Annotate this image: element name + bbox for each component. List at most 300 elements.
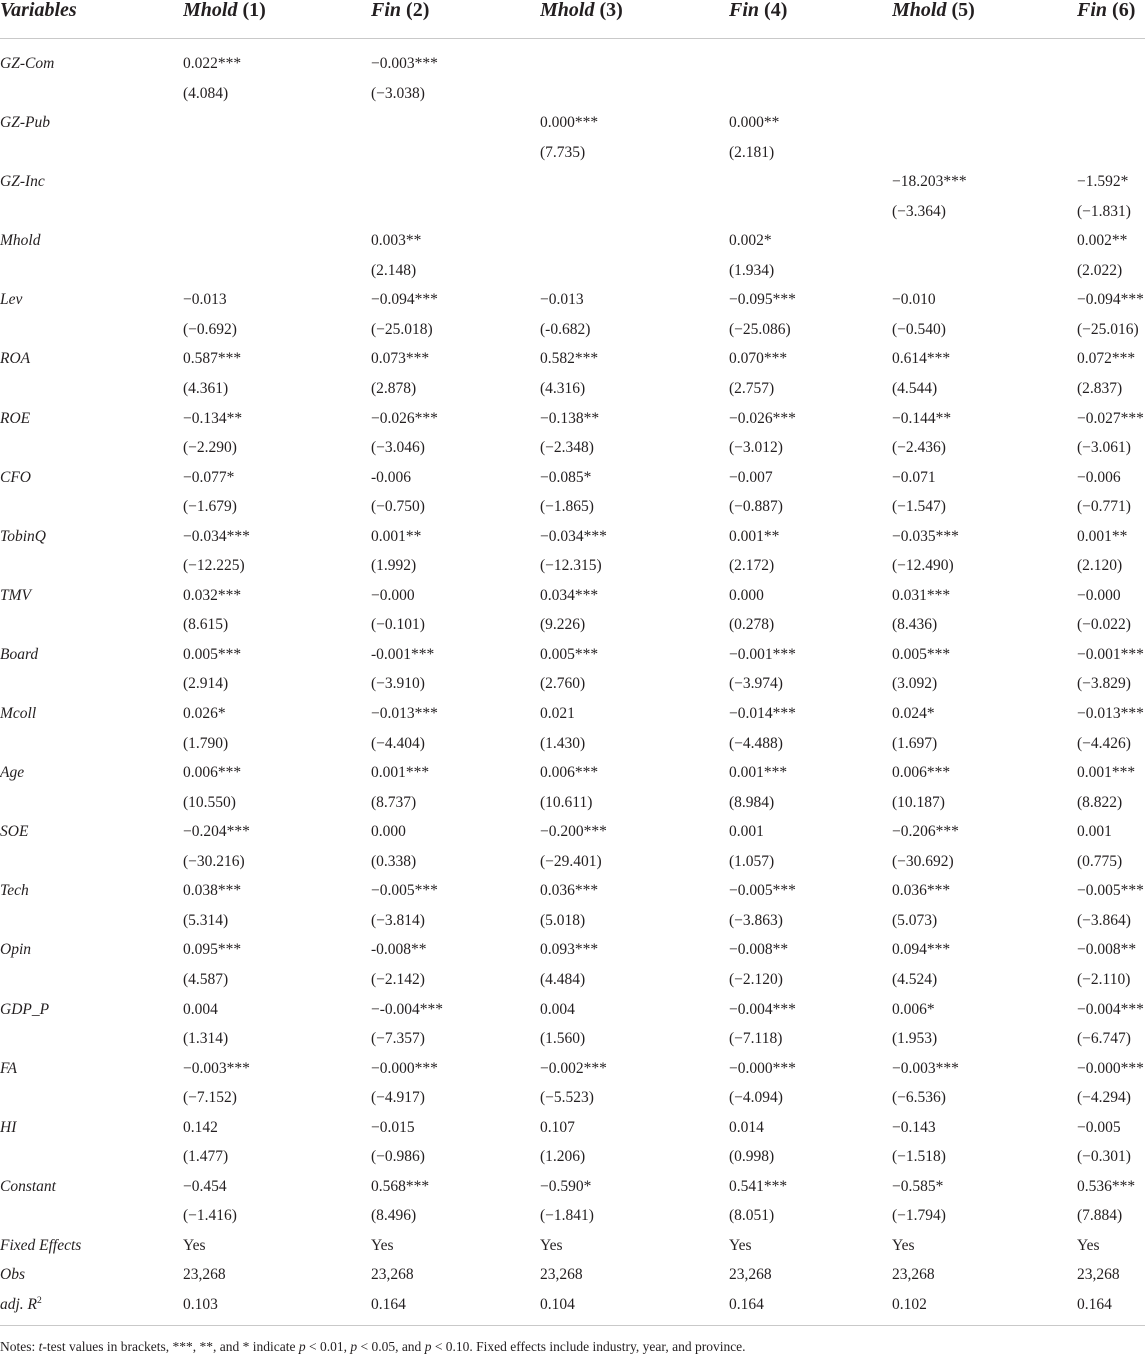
coefficient-cell: 0.072*** xyxy=(1077,350,1136,368)
coefficient-cell: 0.614*** xyxy=(892,350,951,368)
empty-cell xyxy=(540,226,729,256)
t-statistic-cell: (-0.682) xyxy=(540,320,591,338)
t-statistic-cell: (4.587) xyxy=(183,970,229,988)
column-header-name: Mhold xyxy=(540,0,595,21)
t-statistic-cell: (−7.152) xyxy=(183,1089,237,1107)
coefficient-cell: −0.034*** xyxy=(540,527,607,545)
variable-name: TobinQ xyxy=(0,527,46,545)
coefficient-cell: 0.000 xyxy=(729,586,764,604)
variables-column-header: Variables xyxy=(0,0,77,21)
empty-cell xyxy=(0,965,183,995)
t-statistic-cell: (2.181) xyxy=(729,143,775,161)
coefficient-row xyxy=(0,344,1145,374)
coefficient-cell: −0.026*** xyxy=(371,409,438,427)
coefficient-cell: 0.006*** xyxy=(892,764,951,782)
coefficient-cell: 0.032*** xyxy=(183,586,242,604)
t-statistic-row xyxy=(0,1142,1145,1172)
variable-name: FA xyxy=(0,1059,17,1077)
model-column-header xyxy=(183,0,371,21)
t-statistic-cell: (−0.771) xyxy=(1077,498,1131,516)
empty-cell xyxy=(183,108,371,138)
empty-cell xyxy=(540,167,729,197)
t-statistic-row xyxy=(0,138,1145,168)
coefficient-cell: −0.002*** xyxy=(540,1059,607,1077)
t-statistic-cell: (1.934) xyxy=(729,261,775,279)
coefficient-cell: 0.006* xyxy=(892,1000,935,1018)
t-statistic-cell: (0.775) xyxy=(1077,852,1123,870)
coefficient-cell: 0.036*** xyxy=(892,882,951,900)
variable-name: Opin xyxy=(0,941,31,959)
t-statistic-cell: (5.314) xyxy=(183,911,229,929)
empty-cell xyxy=(0,315,183,345)
empty-cell xyxy=(183,138,371,168)
t-statistic-cell: (−7.357) xyxy=(371,1030,425,1048)
t-statistic-cell: (−2.290) xyxy=(183,439,237,457)
t-statistic-cell: (−3.864) xyxy=(1077,911,1131,929)
t-statistic-cell: (−2.120) xyxy=(729,970,783,988)
coefficient-row xyxy=(0,1172,1145,1202)
empty-cell xyxy=(0,1142,183,1172)
coefficient-cell: 0.002* xyxy=(729,232,772,250)
summary-value: 23,268 xyxy=(729,1266,772,1284)
t-statistic-cell: (1.430) xyxy=(540,734,586,752)
empty-cell xyxy=(371,197,540,227)
notes-italic-t: t xyxy=(38,1338,43,1354)
empty-cell xyxy=(0,551,183,581)
column-header-number: (1) xyxy=(242,0,266,21)
summary-value: Yes xyxy=(183,1236,206,1254)
t-statistic-row xyxy=(0,610,1145,640)
t-statistic-cell: (−3.061) xyxy=(1077,439,1131,457)
column-header-number: (6) xyxy=(1112,0,1136,21)
t-statistic-cell: (−4.294) xyxy=(1077,1089,1131,1107)
t-statistic-cell: (−30.216) xyxy=(183,852,245,870)
coefficient-cell: −0.144** xyxy=(892,409,952,427)
t-statistic-cell: (1.477) xyxy=(183,1148,229,1166)
t-statistic-cell: (−6.747) xyxy=(1077,1030,1131,1048)
coefficient-cell: 0.536*** xyxy=(1077,1177,1136,1195)
t-statistic-cell: (7.735) xyxy=(540,143,586,161)
coefficient-cell: 0.587*** xyxy=(183,350,242,368)
t-statistic-row xyxy=(0,669,1145,699)
coefficient-cell: −0.000 xyxy=(1077,586,1121,604)
coefficient-cell: -0.001*** xyxy=(371,645,435,663)
summary-label xyxy=(0,1260,183,1290)
model-column-header xyxy=(892,0,1077,21)
summary-value: 23,268 xyxy=(1077,1266,1120,1284)
empty-cell xyxy=(892,49,1077,79)
variable-name: Mhold xyxy=(0,232,41,250)
model-column-header xyxy=(1077,0,1145,21)
empty-cell xyxy=(371,108,540,138)
t-statistic-cell: (8.737) xyxy=(371,793,417,811)
table-notes xyxy=(0,1326,1145,1355)
summary-value: 0.164 xyxy=(371,1295,406,1313)
t-statistic-cell: (−2.110) xyxy=(1077,970,1131,988)
variable-name: TMV xyxy=(0,586,31,604)
coefficient-cell: 0.070*** xyxy=(729,350,788,368)
t-statistic-cell: (−3.910) xyxy=(371,675,425,693)
variable-name: Lev xyxy=(0,291,23,309)
variable-name: CFO xyxy=(0,468,31,486)
empty-cell xyxy=(540,79,729,109)
t-statistic-row xyxy=(0,374,1145,404)
empty-cell xyxy=(1077,108,1145,138)
coefficient-row xyxy=(0,49,1145,79)
t-statistic-row xyxy=(0,965,1145,995)
t-statistic-cell: (2.757) xyxy=(729,380,775,398)
t-statistic-cell: (−1.831) xyxy=(1077,202,1131,220)
t-statistic-cell: (−3.829) xyxy=(1077,675,1131,693)
empty-cell xyxy=(183,197,371,227)
coefficient-cell: 0.021 xyxy=(540,705,575,723)
coefficient-row xyxy=(0,522,1145,552)
t-statistic-cell: (0.338) xyxy=(371,852,417,870)
coefficient-cell: 0.001*** xyxy=(1077,764,1136,782)
coefficient-cell: −0.014*** xyxy=(729,705,796,723)
coefficient-row xyxy=(0,581,1145,611)
coefficient-cell: −0.071 xyxy=(892,468,936,486)
coefficient-cell: 0.036*** xyxy=(540,882,599,900)
coefficient-cell: 0.001** xyxy=(729,527,780,545)
summary-value: Yes xyxy=(540,1236,563,1254)
t-statistic-cell: (−1.841) xyxy=(540,1207,594,1225)
empty-cell xyxy=(540,49,729,79)
t-statistic-cell: (1.790) xyxy=(183,734,229,752)
t-statistic-cell: (1.314) xyxy=(183,1030,229,1048)
t-statistic-cell: (2.172) xyxy=(729,557,775,575)
coefficient-row xyxy=(0,1054,1145,1084)
variable-name: GZ-Pub xyxy=(0,114,50,132)
column-header-number: (3) xyxy=(599,0,623,21)
t-statistic-cell: (−25.018) xyxy=(371,320,433,338)
summary-row xyxy=(0,1290,1145,1320)
empty-cell xyxy=(183,256,371,286)
empty-cell xyxy=(183,167,371,197)
column-header-name: Mhold xyxy=(892,0,947,21)
coefficient-cell: −0.008** xyxy=(1077,941,1137,959)
t-statistic-row xyxy=(0,79,1145,109)
coefficient-row xyxy=(0,699,1145,729)
coefficient-cell: 0.000 xyxy=(371,823,406,841)
summary-label-text: Fixed Effects xyxy=(0,1236,82,1254)
t-statistic-cell: (2.760) xyxy=(540,675,586,693)
coefficient-row xyxy=(0,404,1145,434)
coefficient-cell: −0.085* xyxy=(540,468,592,486)
t-statistic-row xyxy=(0,1201,1145,1231)
variable-name: ROE xyxy=(0,409,31,427)
variable-name: ROA xyxy=(0,350,31,368)
coefficient-row xyxy=(0,995,1145,1025)
coefficient-cell: −0.094*** xyxy=(1077,291,1144,309)
coefficient-cell: −0.000*** xyxy=(371,1059,438,1077)
coefficient-cell: 0.026* xyxy=(183,705,226,723)
empty-cell xyxy=(0,79,183,109)
t-statistic-cell: (−1.518) xyxy=(892,1148,946,1166)
t-statistic-cell: (−4.426) xyxy=(1077,734,1131,752)
summary-label-text: Obs xyxy=(0,1266,25,1284)
summary-value: Yes xyxy=(892,1236,915,1254)
coefficient-cell: −-0.004*** xyxy=(371,1000,444,1018)
t-statistic-cell: (−3.814) xyxy=(371,911,425,929)
empty-cell xyxy=(0,433,183,463)
coefficient-cell: −0.094*** xyxy=(371,291,438,309)
superscript: 2 xyxy=(37,1294,42,1306)
coefficient-cell: 0.005*** xyxy=(540,645,599,663)
coefficient-row xyxy=(0,285,1145,315)
coefficient-cell: -0.006 xyxy=(371,468,412,486)
t-statistic-cell: (2.837) xyxy=(1077,380,1123,398)
t-statistic-cell: (−1.547) xyxy=(892,498,946,516)
t-statistic-cell: (2.878) xyxy=(371,380,417,398)
variable-name: Mcoll xyxy=(0,705,37,723)
coefficient-cell: −0.006 xyxy=(1077,468,1121,486)
empty-cell xyxy=(0,847,183,877)
t-statistic-cell: (−1.865) xyxy=(540,498,594,516)
coefficient-cell: 0.005*** xyxy=(183,645,242,663)
t-statistic-cell: (−3.863) xyxy=(729,911,783,929)
t-statistic-cell: (1.953) xyxy=(892,1030,938,1048)
t-statistic-cell: (8.436) xyxy=(892,616,938,634)
t-statistic-cell: (−1.794) xyxy=(892,1207,946,1225)
t-statistic-row xyxy=(0,315,1145,345)
t-statistic-cell: (2.148) xyxy=(371,261,417,279)
coefficient-cell: 0.000** xyxy=(729,114,780,132)
notes-italic-p: p xyxy=(424,1338,432,1354)
t-statistic-cell: (−29.401) xyxy=(540,852,602,870)
coefficient-cell: 0.038*** xyxy=(183,882,242,900)
t-statistic-cell: (−2.142) xyxy=(371,970,425,988)
coefficient-row xyxy=(0,876,1145,906)
coefficient-cell: 0.107 xyxy=(540,1118,575,1136)
t-statistic-row xyxy=(0,197,1145,227)
t-statistic-row xyxy=(0,1083,1145,1113)
column-header-number: (5) xyxy=(951,0,975,21)
summary-value: 23,268 xyxy=(183,1266,226,1284)
coefficient-cell: 0.006*** xyxy=(183,764,242,782)
empty-cell xyxy=(540,197,729,227)
notes-text: < 0.01, xyxy=(305,1338,351,1354)
t-statistic-cell: (−6.536) xyxy=(892,1089,946,1107)
empty-cell xyxy=(0,138,183,168)
t-statistic-cell: (−3.974) xyxy=(729,675,783,693)
summary-label xyxy=(0,1290,183,1320)
coefficient-row xyxy=(0,817,1145,847)
t-statistic-cell: (9.226) xyxy=(540,616,586,634)
coefficient-cell: −0.134** xyxy=(183,409,243,427)
summary-value: 23,268 xyxy=(540,1266,583,1284)
coefficient-cell: −0.001*** xyxy=(1077,645,1144,663)
t-statistic-cell: (−0.540) xyxy=(892,320,946,338)
model-column-header xyxy=(729,0,892,21)
coefficient-cell: −0.013 xyxy=(540,291,584,309)
t-statistic-row xyxy=(0,788,1145,818)
summary-value: Yes xyxy=(729,1236,752,1254)
coefficient-row xyxy=(0,640,1145,670)
summary-value: 0.103 xyxy=(183,1295,218,1313)
t-statistic-cell: (−12.490) xyxy=(892,557,954,575)
coefficient-cell: 0.031*** xyxy=(892,586,951,604)
empty-cell xyxy=(729,167,892,197)
coefficient-cell: −0.026*** xyxy=(729,409,796,427)
coefficient-cell: 0.568*** xyxy=(371,1177,430,1195)
empty-cell xyxy=(1077,138,1145,168)
t-statistic-row xyxy=(0,729,1145,759)
empty-cell xyxy=(729,197,892,227)
coefficient-cell: 0.014 xyxy=(729,1118,764,1136)
t-statistic-cell: (1.057) xyxy=(729,852,775,870)
empty-cell xyxy=(0,669,183,699)
empty-cell xyxy=(0,1201,183,1231)
coefficient-cell: −0.005*** xyxy=(371,882,438,900)
coefficient-cell: −0.015 xyxy=(371,1118,415,1136)
coefficient-cell: 0.004 xyxy=(183,1000,218,1018)
summary-row xyxy=(0,1260,1145,1290)
t-statistic-cell: (−1.679) xyxy=(183,498,237,516)
variable-name: GZ-Com xyxy=(0,55,55,72)
t-statistic-cell: (2.914) xyxy=(183,675,229,693)
coefficient-cell: 0.142 xyxy=(183,1118,218,1136)
model-column-header xyxy=(540,0,729,21)
t-statistic-cell: (−0.750) xyxy=(371,498,425,516)
coefficient-cell: 0.024* xyxy=(892,705,935,723)
empty-cell xyxy=(0,197,183,227)
t-statistic-row xyxy=(0,256,1145,286)
coefficient-cell: −0.077* xyxy=(183,468,235,486)
t-statistic-cell: (1.206) xyxy=(540,1148,586,1166)
empty-cell xyxy=(892,138,1077,168)
t-statistic-cell: (7.884) xyxy=(1077,1207,1123,1225)
column-header-number: (4) xyxy=(764,0,788,21)
t-statistic-cell: (5.018) xyxy=(540,911,586,929)
coefficient-cell: −0.000*** xyxy=(729,1059,796,1077)
t-statistic-cell: (−0.692) xyxy=(183,320,237,338)
empty-cell xyxy=(0,1024,183,1054)
coefficient-cell: −0.003*** xyxy=(892,1059,959,1077)
t-statistic-cell: (4.084) xyxy=(183,84,229,102)
t-statistic-cell: (10.187) xyxy=(892,793,945,811)
t-statistic-cell: (−0.986) xyxy=(371,1148,425,1166)
coefficient-row xyxy=(0,1113,1145,1143)
empty-cell xyxy=(540,256,729,286)
empty-cell xyxy=(729,79,892,109)
t-statistic-cell: (8.984) xyxy=(729,793,775,811)
coefficient-cell: 0.006*** xyxy=(540,764,599,782)
t-statistic-cell: (−25.086) xyxy=(729,320,791,338)
t-statistic-cell: (−4.094) xyxy=(729,1089,783,1107)
coefficient-cell: −0.200*** xyxy=(540,823,607,841)
coefficient-row xyxy=(0,758,1145,788)
t-statistic-cell: (−4.917) xyxy=(371,1089,425,1107)
empty-cell xyxy=(183,226,371,256)
coefficient-cell: −0.013 xyxy=(183,291,227,309)
variable-name: Tech xyxy=(0,882,29,900)
empty-cell xyxy=(892,108,1077,138)
coefficient-cell: −0.590* xyxy=(540,1177,592,1195)
coefficient-cell: 0.001** xyxy=(371,527,422,545)
coefficient-cell: −1.592* xyxy=(1077,173,1129,191)
t-statistic-cell: (4.316) xyxy=(540,380,586,398)
coefficient-row xyxy=(0,108,1145,138)
empty-cell xyxy=(371,167,540,197)
empty-cell xyxy=(371,138,540,168)
coefficient-cell: −0.000 xyxy=(371,586,415,604)
notes-italic-p: p xyxy=(298,1338,306,1354)
empty-cell xyxy=(0,1083,183,1113)
empty-cell xyxy=(0,906,183,936)
notes-italic-p: p xyxy=(350,1338,358,1354)
coefficient-cell: 0.094*** xyxy=(892,941,951,959)
t-statistic-cell: (10.550) xyxy=(183,793,236,811)
t-statistic-cell: (4.361) xyxy=(183,380,229,398)
summary-label-text: adj. R xyxy=(0,1295,38,1313)
notes-text: Notes: xyxy=(0,1338,39,1354)
coefficient-cell: −0.003*** xyxy=(371,55,438,72)
column-header-name: Mhold xyxy=(183,0,238,21)
coefficient-cell: −18.203*** xyxy=(892,173,967,191)
coefficient-cell: −0.206*** xyxy=(892,823,959,841)
table-header-row xyxy=(0,0,1145,39)
column-header-number: (2) xyxy=(406,0,430,21)
coefficient-cell: −0.010 xyxy=(892,291,936,309)
coefficient-cell: −0.095*** xyxy=(729,291,796,309)
coefficient-cell: 0.002** xyxy=(1077,232,1128,250)
t-statistic-cell: (4.544) xyxy=(892,380,938,398)
t-statistic-cell: (3.092) xyxy=(892,675,938,693)
notes-text: < 0.10. Fixed effects include industry, year, and province. xyxy=(431,1338,746,1354)
coefficient-cell: −0.004*** xyxy=(1077,1000,1144,1018)
coefficient-cell: 0.073*** xyxy=(371,350,430,368)
summary-value: 0.104 xyxy=(540,1295,575,1313)
t-statistic-row xyxy=(0,847,1145,877)
t-statistic-cell: (0.998) xyxy=(729,1148,775,1166)
t-statistic-cell: (−2.436) xyxy=(892,439,946,457)
coefficient-cell: −0.003*** xyxy=(183,1059,250,1077)
t-statistic-cell: (2.022) xyxy=(1077,261,1123,279)
summary-value: 23,268 xyxy=(371,1266,414,1284)
empty-cell xyxy=(0,610,183,640)
empty-cell xyxy=(1077,79,1145,109)
t-statistic-row xyxy=(0,551,1145,581)
t-statistic-cell: (1.697) xyxy=(892,734,938,752)
coefficient-cell: 0.000*** xyxy=(540,114,599,132)
empty-cell xyxy=(892,256,1077,286)
t-statistic-cell: (0.278) xyxy=(729,616,775,634)
coefficient-cell: 0.001 xyxy=(729,823,764,841)
coefficient-cell: −0.005*** xyxy=(729,882,796,900)
t-statistic-cell: (−3.012) xyxy=(729,439,783,457)
notes-text: < 0.05, and xyxy=(357,1338,425,1354)
empty-cell xyxy=(0,729,183,759)
coefficient-cell: 0.541*** xyxy=(729,1177,788,1195)
coefficient-row xyxy=(0,463,1145,493)
variable-name: HI xyxy=(0,1118,17,1136)
coefficient-cell: −0.035*** xyxy=(892,527,959,545)
column-header-name: Fin xyxy=(1077,0,1108,21)
column-header-name: Fin xyxy=(729,0,760,21)
variable-name: SOE xyxy=(0,823,29,841)
coefficient-cell: −0.013*** xyxy=(371,705,438,723)
coefficient-row xyxy=(0,226,1145,256)
t-statistic-row xyxy=(0,1024,1145,1054)
coefficient-cell: 0.095*** xyxy=(183,941,242,959)
t-statistic-cell: (−1.416) xyxy=(183,1207,237,1225)
coefficient-cell: −0.000*** xyxy=(1077,1059,1144,1077)
t-statistic-cell: (10.611) xyxy=(540,793,593,811)
coefficient-cell: −0.005 xyxy=(1077,1118,1121,1136)
coefficient-cell: 0.582*** xyxy=(540,350,599,368)
coefficient-cell: −0.204*** xyxy=(183,823,250,841)
